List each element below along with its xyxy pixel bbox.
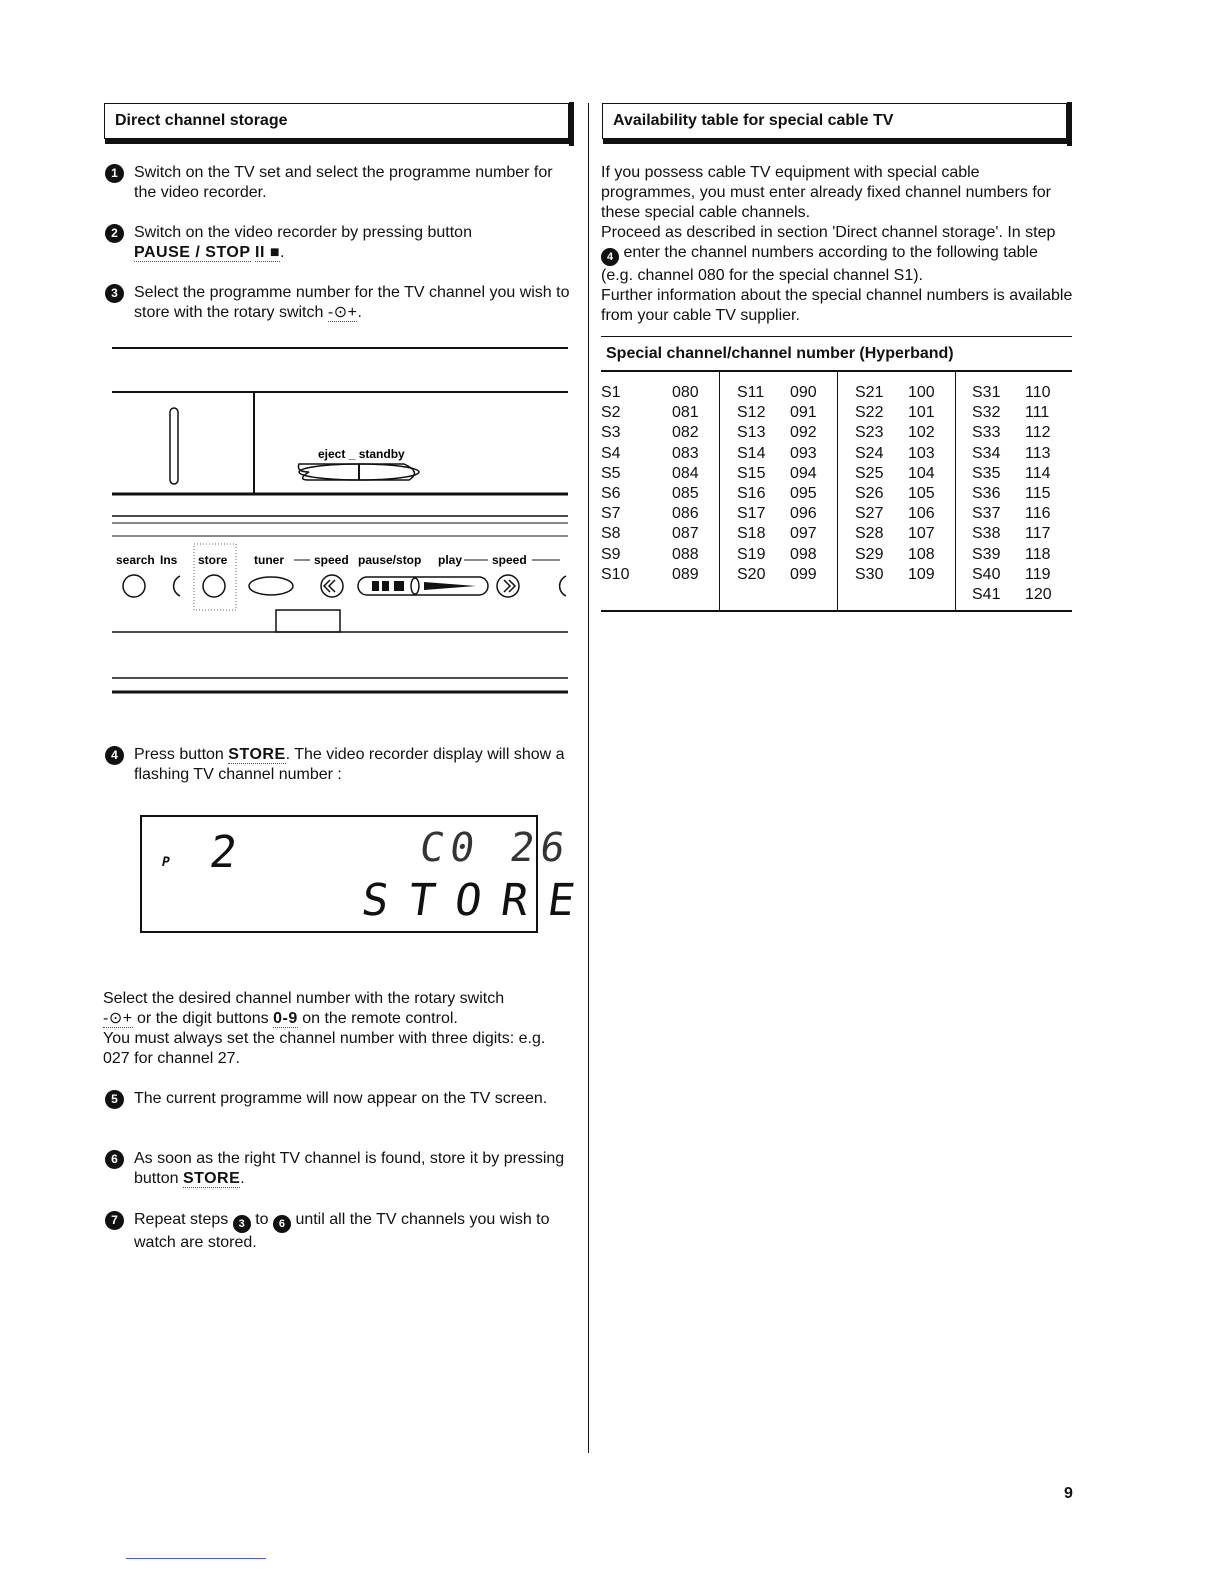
- special-channel-cell: S31: [972, 384, 1001, 401]
- table-divider: [719, 372, 720, 610]
- table-row: [972, 566, 1072, 586]
- special-channel-cell: S25: [855, 464, 884, 482]
- availability-table-header: [602, 103, 1067, 139]
- channel-number-cell: 103: [908, 444, 935, 462]
- store-key: STORE: [228, 746, 286, 763]
- table-row: [601, 404, 719, 424]
- special-channel-cell: S8: [601, 525, 621, 543]
- channel-number-cell: 111: [1025, 404, 1050, 422]
- step-ref-6: 6: [273, 1215, 291, 1233]
- table-row: [601, 424, 719, 444]
- table-row: [737, 445, 837, 465]
- special-channel-cell: S19: [737, 545, 766, 563]
- table-row: [601, 566, 719, 586]
- table-row: [601, 485, 719, 505]
- tuner-label: tuner: [254, 553, 284, 567]
- special-channel-cell: S17: [737, 505, 766, 523]
- table-row: [601, 546, 719, 566]
- table-row: [855, 465, 955, 485]
- step-ref-4: 4: [601, 248, 619, 266]
- channel-number-cell: 095: [790, 485, 817, 502]
- special-channel-cell: S14: [737, 444, 766, 462]
- special-channel-cell: S13: [737, 424, 766, 442]
- special-channel-cell: S34: [972, 444, 1001, 462]
- select-channel-paragraph: Select the desired channel number with the rotary switch -⊙+ or the digit buttons 0-9 on the remote control. You must always set the channel number with three digits: e.g. 027 for channel 27.: [103, 990, 546, 1067]
- table-row: [855, 525, 955, 545]
- table-row: [972, 525, 1072, 545]
- table-row: [972, 546, 1072, 566]
- table-row: [737, 525, 837, 545]
- table-divider: [955, 372, 956, 610]
- channel-number-cell: 099: [790, 565, 817, 583]
- channel-number-cell: 104: [908, 464, 935, 482]
- special-channel-cell: S24: [855, 444, 884, 462]
- table-top-rule: [601, 336, 1072, 337]
- step-number: 6: [105, 1150, 124, 1169]
- table-row: [737, 465, 837, 485]
- channel-number-cell: 087: [672, 525, 699, 543]
- channel-number-cell: 098: [790, 545, 817, 563]
- channel-number-cell: 093: [790, 444, 817, 462]
- special-channel-cell: S22: [855, 404, 884, 422]
- table-row: [855, 424, 955, 444]
- special-channel-cell: S18: [737, 525, 766, 543]
- special-channel-cell: S3: [601, 424, 621, 442]
- channel-number-cell: 080: [672, 384, 699, 401]
- table-row: [737, 404, 837, 424]
- table-column-4: [972, 384, 1072, 610]
- special-channel-cell: S39: [972, 545, 1001, 563]
- special-channel-cell: S11: [737, 384, 765, 401]
- table-row: [601, 465, 719, 485]
- table-row: [972, 404, 1072, 424]
- special-channel-cell: S40: [972, 565, 1001, 583]
- special-channel-cell: S16: [737, 485, 766, 502]
- channel-number-cell: 114: [1025, 464, 1051, 482]
- table-row: [601, 384, 719, 404]
- special-channel-cell: S21: [855, 384, 884, 401]
- direct-channel-storage-header: [104, 103, 569, 139]
- table-row: [855, 384, 955, 404]
- table-row: [855, 505, 955, 525]
- step-number: 2: [105, 224, 124, 243]
- display-channel-number: C0 26: [416, 825, 574, 871]
- channel-table: [601, 372, 1072, 610]
- step-number: 4: [105, 746, 124, 765]
- step-ref-3: 3: [233, 1215, 251, 1233]
- table-row: [855, 445, 955, 465]
- footer-rule: [126, 1558, 266, 1559]
- table-row: [972, 465, 1072, 485]
- special-channel-cell: S23: [855, 424, 884, 442]
- special-channel-cell: S35: [972, 464, 1001, 482]
- display-p-indicator: P: [162, 855, 170, 870]
- table-row: [737, 485, 837, 505]
- table-row: [601, 505, 719, 525]
- table-row: [855, 566, 955, 586]
- column-divider: [588, 103, 589, 1453]
- special-channel-cell: S29: [855, 545, 884, 563]
- table-column-3: [855, 384, 955, 610]
- channel-number-cell: 120: [1025, 586, 1052, 603]
- play-label: play: [438, 553, 463, 567]
- step-5: [105, 1089, 575, 1129]
- step-2: [105, 223, 575, 263]
- table-row: [737, 384, 837, 404]
- step-number: 5: [105, 1090, 124, 1109]
- table-row: [737, 546, 837, 566]
- special-channel-cell: S6: [601, 485, 621, 502]
- channel-number-cell: 091: [790, 404, 817, 422]
- table-column-2: [737, 384, 837, 610]
- step-text: Press button STORE. The video recorder display will show a flashing TV channel number :: [134, 746, 565, 783]
- special-channel-cell: S10: [601, 565, 630, 583]
- special-channel-cell: S7: [601, 505, 621, 523]
- special-channel-cell: S38: [972, 525, 1001, 543]
- special-channel-cell: S2: [601, 404, 621, 422]
- channel-number-cell: 100: [908, 384, 935, 401]
- special-channel-cell: S32: [972, 404, 1001, 422]
- store-key: STORE: [182, 1170, 241, 1187]
- cable-intro-paragraph: If you possess cable TV equipment with special cable programmes, you must enter already fixed channel numbers for these special cable channels. Proceed as described in section 'Direct channel storage'. In step 4 enter the channel numbers according to the following table (e.g. channel 080 for the special channel S1). Further information about the special channel numbers is available from your cable TV supplier.: [601, 164, 1073, 324]
- channel-number-cell: 119: [1025, 565, 1051, 583]
- step-text: The current programme will now appear on the TV screen.: [134, 1090, 548, 1107]
- channel-number-cell: 116: [1025, 505, 1051, 523]
- channel-number-cell: 085: [672, 485, 699, 502]
- step-text: Switch on the TV set and select the programme number for the video recorder.: [134, 164, 553, 201]
- channel-number-cell: 096: [790, 505, 817, 523]
- special-channel-cell: S36: [972, 485, 1001, 502]
- table-row: [737, 505, 837, 525]
- step-text: As soon as the right TV channel is found, store it by pressing button STORE.: [134, 1150, 565, 1187]
- step-1: [105, 163, 575, 203]
- channel-number-cell: 088: [672, 545, 699, 563]
- channel-number-cell: 082: [672, 424, 699, 442]
- channel-number-cell: 097: [790, 525, 817, 543]
- channel-number-cell: 106: [908, 505, 935, 523]
- special-channel-cell: S37: [972, 505, 1001, 523]
- special-channel-cell: S4: [601, 444, 621, 462]
- rotary-switch-key: -⊙+: [103, 1010, 133, 1027]
- channel-number-cell: 109: [908, 565, 935, 583]
- digit-buttons-key: 0-9: [273, 1010, 298, 1027]
- search-label: search: [116, 553, 155, 567]
- special-channel-cell: S20: [737, 565, 766, 583]
- table-row: [601, 525, 719, 545]
- channel-number-cell: 115: [1025, 485, 1051, 502]
- channel-number-cell: 108: [908, 545, 935, 563]
- table-row: [972, 586, 1072, 606]
- table-row: [972, 424, 1072, 444]
- vcr-front-panel-illustration: [104, 340, 572, 700]
- pause-stop-key: PAUSE / STOP: [134, 244, 251, 261]
- speed-label-2: speed: [492, 553, 527, 567]
- table-column-1: [601, 384, 719, 610]
- channel-number-cell: 083: [672, 444, 699, 462]
- step-text: Repeat steps 3 to 6 until all the TV channels you wish to watch are stored.: [134, 1211, 550, 1251]
- table-row: [972, 505, 1072, 525]
- special-channel-cell: S5: [601, 464, 621, 482]
- step-number: 3: [105, 284, 124, 303]
- channel-number-cell: 094: [790, 464, 817, 482]
- table-divider: [837, 372, 838, 610]
- special-channel-cell: S41: [972, 586, 1001, 603]
- step-text: Select the programme number for the TV channel you wish to store with the rotary switch -⊙+.: [134, 284, 570, 321]
- special-channel-cell: S9: [601, 545, 621, 563]
- header-title: Direct channel storage: [115, 112, 288, 129]
- speed-label: speed: [314, 553, 349, 567]
- eject-standby-label: eject _ standby: [318, 447, 405, 461]
- channel-number-cell: 113: [1025, 444, 1051, 462]
- channel-number-cell: 105: [908, 485, 935, 502]
- step-number: 1: [105, 164, 124, 183]
- step-3: [105, 283, 575, 323]
- special-channel-cell: S12: [737, 404, 766, 422]
- channel-number-cell: 086: [672, 505, 699, 523]
- table-row: [972, 485, 1072, 505]
- special-channel-cell: S27: [855, 505, 884, 523]
- special-channel-cell: S26: [855, 485, 884, 502]
- channel-number-cell: 110: [1025, 384, 1051, 401]
- special-channel-cell: S1: [601, 384, 621, 401]
- channel-number-cell: 102: [908, 424, 935, 442]
- step-number: 7: [105, 1211, 124, 1230]
- table-row: [855, 485, 955, 505]
- pause-stop-label: pause/stop: [358, 553, 422, 567]
- channel-number-cell: 081: [672, 404, 699, 422]
- pause-stop-symbol: II ■: [255, 244, 280, 261]
- table-row: [972, 445, 1072, 465]
- vcr-display: [140, 815, 599, 933]
- ins-label: Ins: [160, 553, 178, 567]
- channel-number-cell: 090: [790, 384, 817, 401]
- step-6: [105, 1149, 575, 1189]
- header-title: Availability table for special cable TV: [613, 112, 894, 129]
- table-bottom-rule: [601, 610, 1072, 612]
- display-programme-number: 2: [206, 827, 241, 878]
- table-row: [972, 384, 1072, 404]
- store-label: store: [198, 553, 228, 567]
- channel-number-cell: 101: [908, 404, 935, 422]
- channel-number-cell: 107: [908, 525, 935, 543]
- special-channel-cell: S28: [855, 525, 884, 543]
- channel-number-cell: 117: [1025, 525, 1051, 543]
- step-text: Switch on the video recorder by pressing button PAUSE / STOP II ■.: [134, 224, 472, 261]
- table-title: Special channel/channel number (Hyperband): [606, 345, 954, 362]
- rotary-switch-key: -⊙+: [327, 304, 358, 321]
- special-channel-cell: S33: [972, 424, 1001, 442]
- special-channel-cell: S30: [855, 565, 884, 583]
- table-row: [855, 404, 955, 424]
- special-channel-cell: S15: [737, 464, 766, 482]
- display-store-word: STORE: [358, 875, 599, 926]
- step-7: [105, 1210, 575, 1250]
- channel-number-cell: 112: [1025, 424, 1051, 442]
- table-row: [737, 424, 837, 444]
- step-4: [105, 745, 575, 785]
- table-row: [737, 566, 837, 586]
- page-number: 9: [1064, 1485, 1073, 1502]
- channel-number-cell: 084: [672, 464, 699, 482]
- table-row: [855, 546, 955, 566]
- channel-number-cell: 089: [672, 565, 699, 583]
- channel-number-cell: 118: [1025, 545, 1051, 563]
- channel-number-cell: 092: [790, 424, 817, 442]
- table-row: [601, 445, 719, 465]
